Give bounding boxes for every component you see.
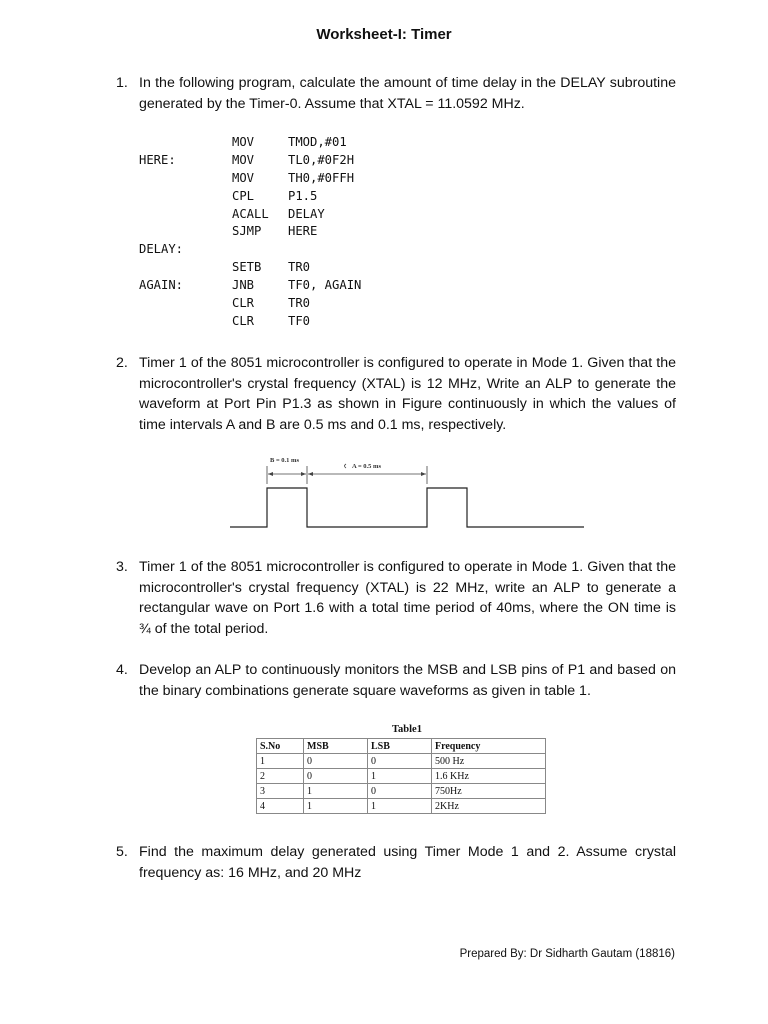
code-label: HERE: [139, 152, 176, 167]
question-text: Find the maximum delay generated using Timer Mode 1 and 2. Assume crystal frequency as: 16 MHz, and 20 MHz [139, 844, 676, 881]
question-number: 1. [116, 75, 128, 91]
code-opcode: MOV [232, 152, 255, 167]
question-number: 4. [116, 662, 128, 678]
question-2 [116, 353, 676, 435]
table-header-row [257, 739, 546, 754]
label-a: A = 0.5 ms [352, 463, 381, 470]
code-opcode: MOV [232, 170, 255, 185]
table-cell: 0 [304, 754, 368, 769]
table-cell: 1 [304, 799, 368, 814]
question-text: Develop an ALP to continuously monitors the MSB and LSB pins of P1 and based on the binary combinations generate square waveforms as given in table 1. [139, 662, 676, 699]
arrow-head [301, 472, 306, 476]
question-text: Timer 1 of the 8051 microcontroller is configured to operate in Mode 1. Given that the microcontroller's crystal frequency (XTAL) is 12 MHz, Write an ALP to generate the waveform at Port Pin P1.3 as shown in Figure continuously in which the values of time intervals A and B are 0.5 ms and 0.1 ms, respectively. [139, 355, 676, 433]
column-header: S.No [257, 739, 304, 754]
code-operand: HERE [288, 224, 318, 239]
question-1 [116, 73, 676, 114]
table-cell: 3 [257, 784, 304, 799]
question-number: 2. [116, 355, 128, 371]
column-header: LSB [368, 739, 432, 754]
label-a-paren [345, 464, 347, 468]
label-b: B = 0.1 ms [270, 457, 299, 464]
code-opcode: ACALL [232, 206, 269, 221]
question-text: Timer 1 of the 8051 microcontroller is configured to operate in Mode 1. Given that the microcontroller's crystal frequency (XTAL) is 22 MHz, write an ALP to generate a rectangular wave on Port 1.6 with a total time period of 40ms, where the ON time is ¾ of the total period. [139, 559, 676, 637]
code-opcode: SJMP [232, 224, 262, 239]
question-text: In the following program, calculate the amount of time delay in the DELAY subroutine generated by the Timer-0. Assume that XTAL = 11.0592 MHz. [139, 75, 676, 112]
page-title: Worksheet-I: Timer [316, 26, 452, 43]
code-operand: TR0 [288, 260, 311, 275]
code-opcode: CLR [232, 313, 255, 328]
column-header: Frequency [432, 739, 546, 754]
table-cell: 0 [368, 754, 432, 769]
question-3 [116, 557, 676, 639]
code-opcode: SETB [232, 260, 262, 275]
question-number: 3. [116, 559, 128, 575]
code-operand: TH0,#0FFH [288, 170, 355, 185]
arrow-head [308, 472, 313, 476]
table-row [257, 754, 546, 769]
table-row [257, 769, 546, 784]
column-header: MSB [304, 739, 368, 754]
code-operand: DELAY [288, 206, 325, 221]
table-cell: 1.6 KHz [432, 769, 546, 784]
table-row [257, 784, 546, 799]
code-label: AGAIN: [139, 278, 184, 293]
table-row [257, 799, 546, 814]
code-label: DELAY: [139, 242, 184, 257]
table-cell: 4 [257, 799, 304, 814]
code-operand: TF0, AGAIN [288, 278, 362, 293]
table-cell: 1 [257, 754, 304, 769]
code-operand: TF0 [288, 313, 311, 328]
code-operand: TL0,#0F2H [288, 152, 355, 167]
code-opcode: MOV [232, 135, 255, 149]
square-wave [230, 488, 584, 527]
code-opcode: JNB [232, 278, 255, 293]
question-number: 5. [116, 844, 128, 860]
table-cell: 0 [304, 769, 368, 784]
table-cell: 1 [368, 769, 432, 784]
footer-author: Prepared By: Dr Sidharth Gautam (18816) [459, 948, 675, 960]
question-4 [116, 660, 676, 701]
table-cell: 1 [304, 784, 368, 799]
table-title: Table1 [392, 724, 422, 735]
arrow-head [421, 472, 426, 476]
question-5 [116, 842, 676, 883]
code-opcode: CPL [232, 188, 255, 203]
code-operand: TMOD,#01 [288, 135, 347, 149]
table-cell: 500 Hz [432, 754, 546, 769]
table-cell: 750Hz [432, 784, 546, 799]
code-operand: TR0 [288, 296, 311, 311]
code-operand: P1.5 [288, 188, 318, 203]
table-cell: 1 [368, 799, 432, 814]
arrow-head [268, 472, 273, 476]
waveform-figure [228, 452, 588, 532]
frequency-table [256, 738, 546, 814]
table-cell: 2 [257, 769, 304, 784]
table-cell: 2KHz [432, 799, 546, 814]
code-opcode: CLR [232, 296, 255, 311]
table-cell: 0 [368, 784, 432, 799]
